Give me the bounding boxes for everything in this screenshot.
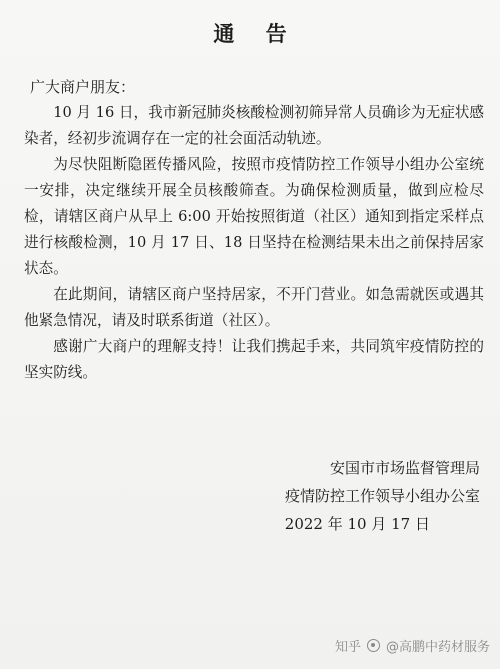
- signature-org-line1: 安国市市场监督管理局: [329, 459, 480, 477]
- watermark-prefix: 知乎: [334, 640, 361, 655]
- notice-title: 通 告: [213, 21, 299, 46]
- signature-date: 2022 年 10 月 17 日: [284, 515, 430, 533]
- zhihu-watermark: [335, 636, 490, 655]
- paragraph-2: 为尽快阻断隐匿传播风险，按照市疫情防控工作领导小组办公室统一安排，决定继续开展全员核酸筛查。为确保检测质量，做到应检尽检，请辖区商户从早上 6:00 开始按照街道（社区）通知到指定采样点进行核酸检测，10 月 17 日、18 日坚持在检测结果未出之前保持居家状态。: [24, 156, 484, 277]
- notice-body: [24, 100, 484, 386]
- salutation: 广大商户朋友：: [30, 78, 136, 96]
- signature-org-line2: 疫情防控工作领导小组办公室: [284, 487, 480, 505]
- signature-block: [180, 454, 480, 538]
- watermark-author: @高鹏中药材服务: [385, 640, 490, 655]
- paragraph-3: 在此期间，请辖区商户坚持居家，不开门营业。如急需就医或遇其他紧急情况，请及时联系街道（社区）。: [24, 286, 484, 329]
- watermark-logo-icon: [367, 639, 380, 652]
- paragraph-1: 10 月 16 日，我市新冠肺炎核酸检测初筛异常人员确诊为无症状感染者，经初步流调存在一定的社会面活动轨迹。: [24, 104, 484, 147]
- paragraph-4: 感谢广大商户的理解支持！让我们携起手来，共同筑牢疫情防控的坚实防线。: [24, 338, 484, 381]
